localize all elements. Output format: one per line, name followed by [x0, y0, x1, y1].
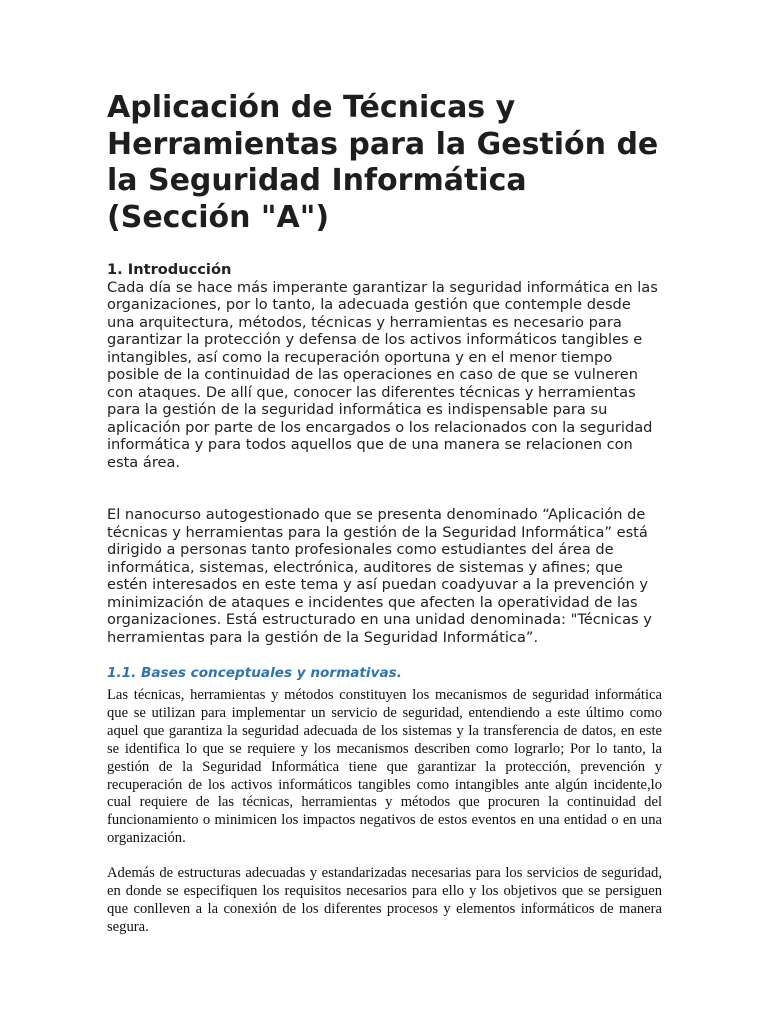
subsection-paragraph-1: Las técnicas, herramientas y métodos constituyen los mecanismos de seguridad informática que se utilizan para implementar un servicio de seguridad, entendiendo a este último como aquel que garantiza la seguridad adecuada de los sistemas y la transferencia de datos, en este se identifica lo que se requiere y los mecanismos describen como lograrlo; Por lo tanto, la gestión de la Seguridad Informática tiene que garantizar la protección, prevención y recuperación de los activos informáticos tangibles como intangibles ante algún incidente,lo cual requiere de las técnicas, herramientas y métodos que procuren la continuidad del funcionamiento o minimicen los impactos negativos de estos eventos en una entidad o en una organización. — [107, 687, 662, 847]
document-page — [107, 90, 662, 937]
document-title: Aplicación de Técnicas y Herramientas para la Gestión de la Seguridad Informática (Sección "A") — [107, 90, 659, 235]
introduction-paragraph-1: Cada día se hace más imperante garantizar la seguridad informática en las organizaciones, por lo tanto, la adecuada gestión que contemple desde una arquitectura, métodos, técnicas y herramientas es necesario para garantizar la protección y defensa de los activos informáticos tangibles e intangibles, así como la recuperación oportuna y en el menor tiempo posible de la continuidad de las operaciones en caso de que se vulneren con ataques. De allí que, conocer las diferentes técnicas y herramientas para la gestión de la seguridad informática es indispensable para su aplicación por parte de los encargados o los relacionados con la seguridad informática y para todos aquellos que de una manera se relacionen con esta área. — [107, 278, 658, 471]
subsection-heading-bases: 1.1. Bases conceptuales y normativas. — [107, 665, 402, 681]
introduction-paragraph-2: El nanocurso autogestionado que se presenta denominado “Aplicación de técnicas y herramientas para la gestión de la Seguridad Informática” está dirigido a personas tanto profesionales como estudiantes del área de informática, sistemas, electrónica, auditores de sistemas y afines; que estén interesados en este tema y así puedan coadyuvar a la prevención y minimización de ataques e incidentes que afecten la operatividad de las organizaciones. Está estructurado en una unidad denominada: "Técnicas y herramientas para la gestión de la Seguridad Informática”. — [107, 506, 652, 646]
subsection-paragraph-2: Además de estructuras adecuadas y estandarizadas necesarias para los servicios de seguridad, en donde se especifiquen los requisitos necesarios para ello y los objetivos que se persiguen que conlleven a la conexión de los diferentes procesos y elementos informáticos de manera segura. — [107, 865, 662, 935]
introduction-heading: 1. Introducción — [107, 261, 232, 278]
